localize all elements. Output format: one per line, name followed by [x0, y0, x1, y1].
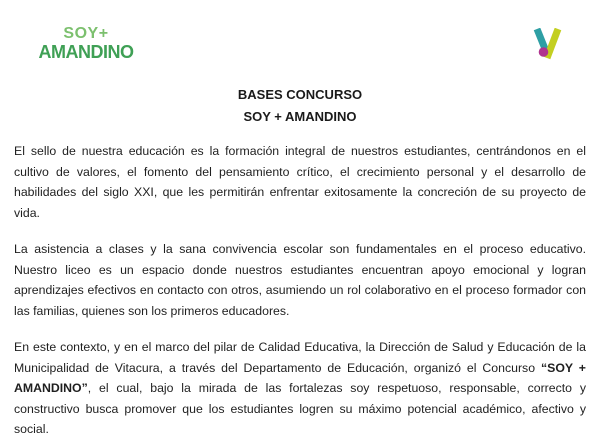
paragraph-3-bold-text: “SOY + AMANDINO” — [14, 360, 586, 395]
title-line-2: SOY + AMANDINO — [243, 109, 357, 124]
paragraph-3-text-end: , el cual, bajo la mirada de las fortalezas soy respetuoso, responsable, correcto y constructivo busca promover que los estudiantes logren su máximo potencial académico, afectivo y social. — [14, 381, 586, 436]
document-title — [0, 84, 600, 128]
vitacura-v-icon — [532, 28, 562, 60]
soy-amandino-logo-bottom-text: AMANDINO — [38, 41, 134, 62]
paragraph-1: El sello de nuestra educación es la formación integral de nuestros estudiantes, centrándonos en el cultivo de valores, el fomento del pensamiento crítico, el crecimiento personal y el desarrollo de habilidades del siglo XXI, que les permitirán enfrentar exitosamente la concreción de su proyecto de vida. — [14, 144, 586, 220]
title-line-1: BASES CONCURSO — [237, 87, 363, 102]
paragraph-2: La asistencia a clases y la sana convivencia escolar son fundamentales en el proceso educativo. Nuestro liceo es un espacio donde nuestros estudiantes encuentran apoyo emocional y logran aprendizajes efectivos en contacto con otros, asumiendo un rol colaborativo en el proceso formador con las familias, quienes son los primeros educadores. — [14, 242, 586, 318]
paragraph-3 — [14, 337, 586, 440]
soy-amandino-logo-top-text: SOY+ — [63, 25, 109, 42]
document-body — [14, 141, 586, 445]
paragraph-3-text-start: En este contexto, y en el marco del pilar de Calidad Educativa, la Dirección de Salud y Educación de la Municipalidad de Vitacura, a través del Departamento de Educación, organizó el Concurso — [14, 340, 586, 375]
soy-amandino-logo — [30, 26, 142, 62]
